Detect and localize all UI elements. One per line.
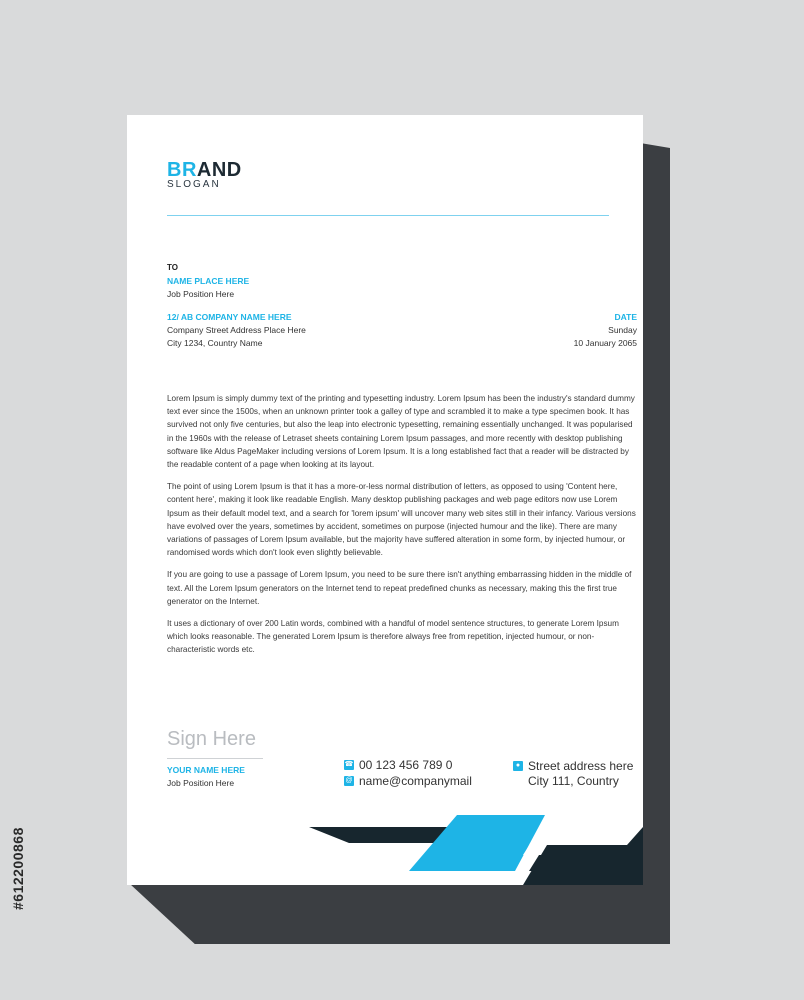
signature-placeholder: Sign Here [167,728,256,750]
page-shadow-bottom [130,884,670,944]
email-text: name@companymail [359,774,472,788]
signer-name: YOUR NAME HERE [167,765,245,775]
signer-position: Job Position Here [167,778,235,788]
date-label: DATE [614,312,637,322]
date-value: 10 January 2065 [573,338,637,348]
at-icon: @ [345,777,353,784]
body-paragraph-3: If you are going to use a passage of Lorem Ipsum, you need to be sure there isn't anything embarrassing hidden in the middle of text. All the Lorem Ipsum generators on the Internet tend to repeat predefined chunks as necessary, making this the first true generator on the Internet. [167,570,632,606]
date-day: Sunday [608,325,637,335]
phone-icon: ☎ [344,761,354,768]
brand-slogan: SLOGAN [167,179,221,190]
location-icon: ● [513,761,523,771]
footer-dark-left-shape [309,827,457,843]
brand-rest: AND [196,159,242,181]
body-paragraph-2: The point of using Lorem Ipsum is that it has a more-or-less normal distribution of letters, as opposed to using 'Content here, content here', making it look like readable English. Many desktop publishing packages and web page editors now use Lorem Ipsum as their default model text, and a search for 'lorem ipsum' will uncover many web sites still in their infancy. Various versions have evolved over the years, sometimes by accident, sometimes on purpose (injected humour and the like). There are many variations of passages of Lorem Ipsum available, but the majority have suffered alteration in some form, by injected humour, or randomised words which don't look even slightly believable. [167,482,636,558]
recipient-city: City 1234, Country Name [167,338,263,348]
to-label: TO [167,263,178,272]
phone-text: 00 123 456 789 0 [359,758,453,772]
brand-accent: BR [167,159,197,181]
recipient-company: 12/ AB COMPANY NAME HERE [167,312,292,322]
body-paragraph-4: It uses a dictionary of over 200 Latin words, combined with a handful of model sentence structures, to generate Lorem Ipsum which looks reasonable. The generated Lorem Ipsum is therefore always free from repetition, injected humour, or non-characteristic words etc. [167,619,619,655]
recipient-position: Job Position Here [167,289,235,299]
street-text: Street address here [528,759,634,773]
footer-dark-right-inner [529,855,643,871]
body-paragraph-1: Lorem Ipsum is simply dummy text of the printing and typesetting industry. Lorem Ipsum has been the industry's standard dummy text ever since the 1500s, when an unknown printer took a galley of type and scrambled it to make a type specimen book. It has survived not only five centuries, but also the leap into electronic typesetting, remaining essentially unchanged. It was popularised in the 1960s with the release of Letraset sheets containing Lorem Ipsum passages, and more recently with desktop publishing software like Aldus PageMaker including versions of Lorem Ipsum. It is a long established fact that a reader will be distracted by the readable content of a page when looking at its layout. [167,394,635,470]
recipient-street: Company Street Address Place Here [167,325,306,335]
letterhead-page [127,115,643,885]
recipient-name: NAME PLACE HERE [167,276,250,286]
footer-shapes [127,115,643,885]
stock-id: #612200868 [10,827,26,910]
city-text: City 111, Country [528,774,619,788]
